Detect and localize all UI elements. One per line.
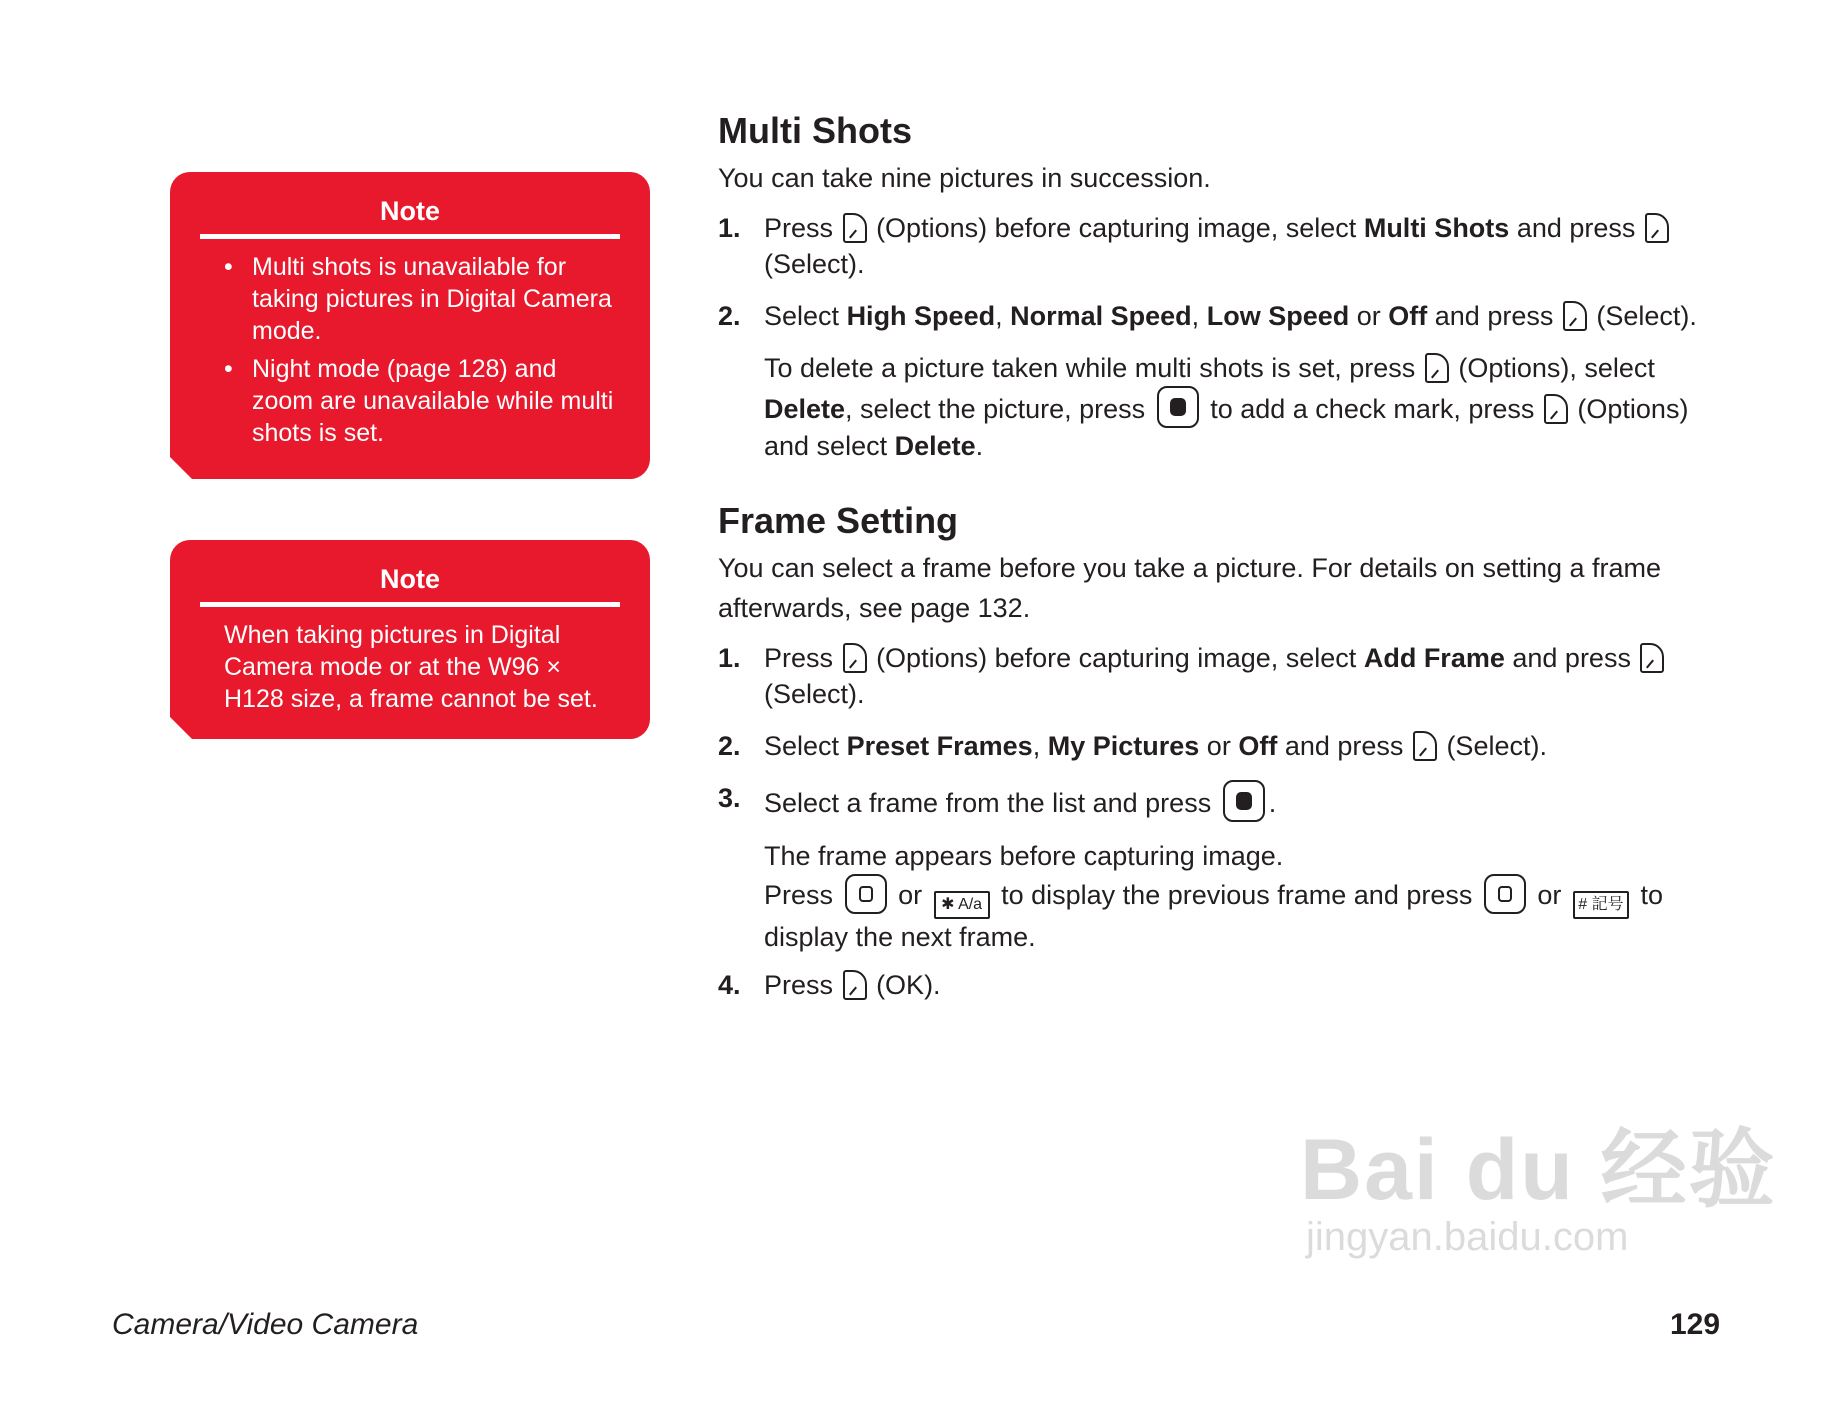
step-number: 1. (718, 213, 741, 243)
step-text: and press (1512, 643, 1631, 673)
step-number: 1. (718, 643, 741, 673)
menu-option: Low Speed (1206, 301, 1350, 331)
step-text: , (995, 301, 1003, 331)
menu-option: Delete (764, 394, 846, 424)
step-text: (Select). (764, 249, 865, 279)
step-text: (Options) before capturing image, select (876, 643, 1357, 673)
note-box-multi-shots (170, 172, 650, 479)
watermark-url: jingyan.baidu.com (1306, 1215, 1629, 1259)
step-text: (OK). (876, 970, 941, 1000)
step-detail (718, 350, 1728, 464)
soft-key-icon (1413, 731, 1437, 761)
baidu-watermark (1300, 1122, 1777, 1259)
watermark-logo: Bai du 经验 (1300, 1122, 1777, 1218)
step-text: , (1032, 731, 1041, 761)
step-text: (Select). (764, 679, 865, 709)
step-item (718, 728, 1728, 764)
step-detail (718, 838, 1728, 955)
step-text: Select a frame from the list and press (764, 788, 1212, 818)
step-item (718, 640, 1728, 712)
step-text: (Options) before capturing image, select (876, 213, 1357, 243)
page-number: 129 (1670, 1308, 1721, 1341)
detail-text: To delete a picture taken while multi shots is set, press (764, 353, 1416, 383)
hash-key-icon: # 記号 (1573, 891, 1629, 919)
note-list (200, 251, 620, 449)
step-number: 2. (718, 301, 741, 331)
soft-key-icon (843, 213, 867, 243)
star-key-icon: ✱ A/a (934, 891, 990, 919)
step-text: Select (764, 731, 840, 761)
nav-right-key-icon (1484, 874, 1526, 914)
section-intro: You can take nine pictures in succession. (718, 163, 1211, 193)
step-item (718, 210, 1728, 282)
nav-left-key-icon (845, 874, 887, 914)
detail-text: (Options), select (1458, 353, 1655, 383)
step-item (718, 780, 1728, 822)
note-bullet: • Multi shots is unavailable for taking pictures in Digital Camera mode. (224, 251, 620, 347)
detail-text: to display the previous frame and press (1001, 880, 1473, 910)
detail-text: Press (764, 880, 834, 910)
section-heading-multi-shots: Multi Shots (718, 110, 912, 151)
detail-text: , select the picture, press (845, 394, 1146, 424)
step-text: Press (764, 970, 834, 1000)
menu-option: Add Frame (1363, 643, 1505, 673)
step-number: 3. (718, 783, 741, 813)
menu-option: Multi Shots (1363, 213, 1510, 243)
step-text: and press (1284, 731, 1404, 761)
menu-option: My Pictures (1047, 731, 1200, 761)
soft-key-icon (1544, 394, 1568, 424)
step-text: (Select). (1596, 301, 1697, 331)
center-key-icon (1157, 386, 1199, 428)
step-text: or (1206, 731, 1231, 761)
soft-key-icon (1563, 301, 1587, 331)
main-content (718, 108, 1728, 1019)
soft-key-icon (1645, 213, 1669, 243)
note-title: Note (200, 194, 620, 239)
detail-text: or (1537, 880, 1562, 910)
section-intro: You can select a frame before you take a picture. For details on setting a frame afterwards, see page 132. (718, 553, 1662, 623)
soft-key-icon (1425, 353, 1449, 383)
detail-text: to add a check mark, press (1210, 394, 1535, 424)
step-item (718, 298, 1728, 334)
step-text: , (1191, 301, 1200, 331)
menu-option: Off (1238, 731, 1278, 761)
step-text: Press (764, 643, 834, 673)
note-box-frame (170, 540, 650, 739)
soft-key-icon (1640, 643, 1664, 673)
step-text: Select (764, 301, 840, 331)
detail-text: or (898, 880, 923, 910)
menu-option: Normal Speed (1010, 301, 1192, 331)
detail-text: . (975, 431, 984, 461)
menu-option: Preset Frames (846, 731, 1033, 761)
detail-text: The frame appears before capturing image. (764, 841, 1284, 871)
menu-option: Delete (894, 431, 976, 461)
step-text: (Select). (1446, 731, 1547, 761)
detail-text: (Options) and select (764, 394, 1689, 461)
soft-key-icon (843, 970, 867, 1000)
center-key-icon (1223, 780, 1265, 822)
step-text: and press (1434, 301, 1554, 331)
footer-section-title: Camera/Video Camera (112, 1308, 419, 1341)
soft-key-icon (843, 643, 867, 673)
section-heading-frame-setting: Frame Setting (718, 500, 959, 541)
step-item (718, 967, 1728, 1003)
menu-option: High Speed (846, 301, 996, 331)
step-number: 4. (718, 970, 741, 1000)
step-number: 2. (718, 731, 741, 761)
detail-text: to display the next frame. (764, 880, 1663, 952)
menu-option: Off (1388, 301, 1428, 331)
step-text: and press (1516, 213, 1636, 243)
step-text: or (1356, 301, 1381, 331)
step-text: . (1268, 788, 1277, 818)
step-text: Press (764, 213, 834, 243)
note-bullet: • Night mode (page 128) and zoom are unavailable while multi shots is set. (224, 353, 620, 449)
note-text: When taking pictures in Digital Camera mode or at the W96 × H128 size, a frame cannot be set. (224, 621, 598, 713)
note-title: Note (200, 562, 620, 607)
detail-line (764, 874, 1728, 955)
